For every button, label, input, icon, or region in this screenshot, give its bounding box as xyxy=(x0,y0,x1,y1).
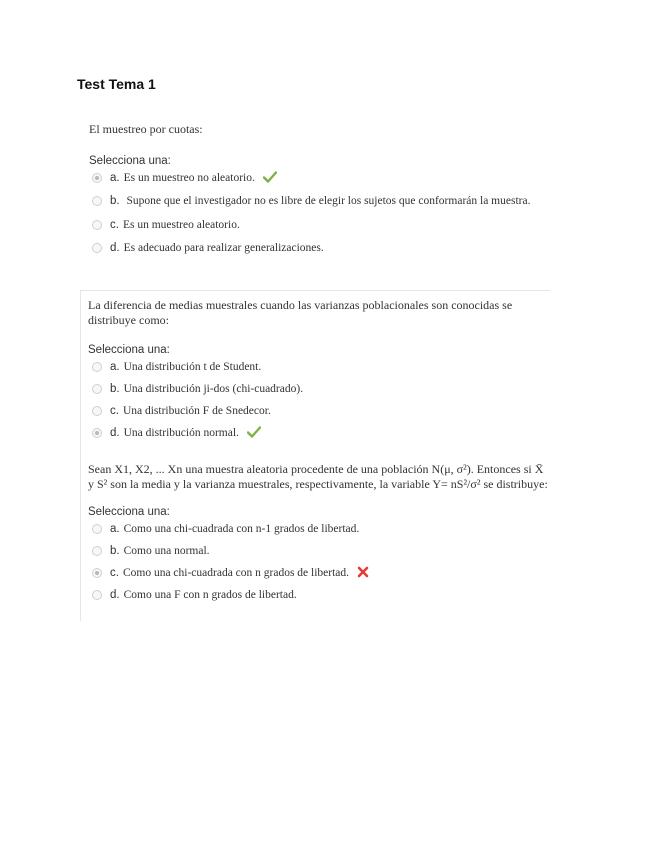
radio-button[interactable] xyxy=(92,568,102,578)
option-letter: a. xyxy=(110,361,120,373)
radio-button[interactable] xyxy=(92,524,102,534)
option-text: Es adecuado para realizar generalizaciones. xyxy=(123,242,324,254)
option-letter: b. xyxy=(110,195,120,207)
question-prompt: Selecciona una: xyxy=(88,344,170,356)
question-separator xyxy=(80,290,550,291)
option-text: Como una chi-cuadrada con n-1 grados de libertad. xyxy=(123,523,360,535)
option-c[interactable] xyxy=(92,404,550,418)
option-letter: c. xyxy=(110,567,119,579)
option-letter: a. xyxy=(110,172,120,184)
option-b[interactable] xyxy=(92,382,550,396)
radio-button[interactable] xyxy=(92,590,102,600)
option-letter: a. xyxy=(110,523,120,535)
option-text: Es un muestreo no aleatorio. xyxy=(123,172,255,184)
radio-button[interactable] xyxy=(92,406,102,416)
option-letter: d. xyxy=(110,427,120,439)
option-c[interactable] xyxy=(92,566,550,580)
option-text: Supone que el investigador no es libre de elegir los sujetos que conformarán la muestra. xyxy=(126,195,531,207)
option-letter: d. xyxy=(110,242,120,254)
option-text: Como una normal. xyxy=(123,545,210,557)
option-d[interactable] xyxy=(92,426,550,440)
option-a[interactable] xyxy=(92,522,550,536)
option-letter: c. xyxy=(110,219,119,231)
check-icon xyxy=(247,426,261,438)
question-2 xyxy=(80,298,550,440)
option-text: Como una F con n grados de libertad. xyxy=(123,589,297,601)
question-prompt: Selecciona una: xyxy=(88,506,170,518)
document-title: Test Tema 1 xyxy=(77,76,156,92)
radio-button[interactable] xyxy=(92,173,102,183)
option-a[interactable] xyxy=(92,171,550,185)
radio-button[interactable] xyxy=(92,546,102,556)
option-d[interactable] xyxy=(92,588,550,602)
option-b[interactable] xyxy=(92,544,550,558)
option-text: Una distribución t de Student. xyxy=(123,361,262,373)
option-b[interactable] xyxy=(92,194,547,208)
question-text: Sean X1, X2, ... Xn una muestra aleatoria procedente de una población N(μ, σ²). Entonces si X̄ y S² son la media y la varianza muestrales, respectivamente, la variable Y= nS²/σ² se distribuye: xyxy=(88,462,548,491)
option-c[interactable] xyxy=(92,218,550,232)
question-3 xyxy=(80,462,550,602)
radio-button[interactable] xyxy=(92,362,102,372)
question-1 xyxy=(80,122,550,255)
option-letter: c. xyxy=(110,405,119,417)
option-d[interactable] xyxy=(92,241,550,255)
option-text: Una distribución normal. xyxy=(123,427,239,439)
option-text: Es un muestreo aleatorio. xyxy=(122,219,240,231)
option-letter: b. xyxy=(110,383,120,395)
option-a[interactable] xyxy=(92,360,550,374)
radio-button[interactable] xyxy=(92,196,102,206)
radio-button[interactable] xyxy=(92,384,102,394)
radio-button[interactable] xyxy=(92,428,102,438)
option-text: Como una chi-cuadrada con n grados de libertad. xyxy=(122,567,350,579)
option-letter: d. xyxy=(110,589,120,601)
cross-icon xyxy=(357,566,369,578)
option-letter: b. xyxy=(110,545,120,557)
option-text: Una distribución F de Snedecor. xyxy=(122,405,271,417)
radio-button[interactable] xyxy=(92,243,102,253)
question-prompt: Selecciona una: xyxy=(89,155,171,167)
check-icon xyxy=(263,171,277,183)
radio-button[interactable] xyxy=(92,220,102,230)
option-text: Una distribución ji-dos (chi-cuadrado). xyxy=(123,383,304,395)
question-text: La diferencia de medias muestrales cuando las varianzas poblacionales son conocidas se distribuye como: xyxy=(88,298,513,327)
question-text: El muestreo por cuotas: xyxy=(89,122,203,136)
